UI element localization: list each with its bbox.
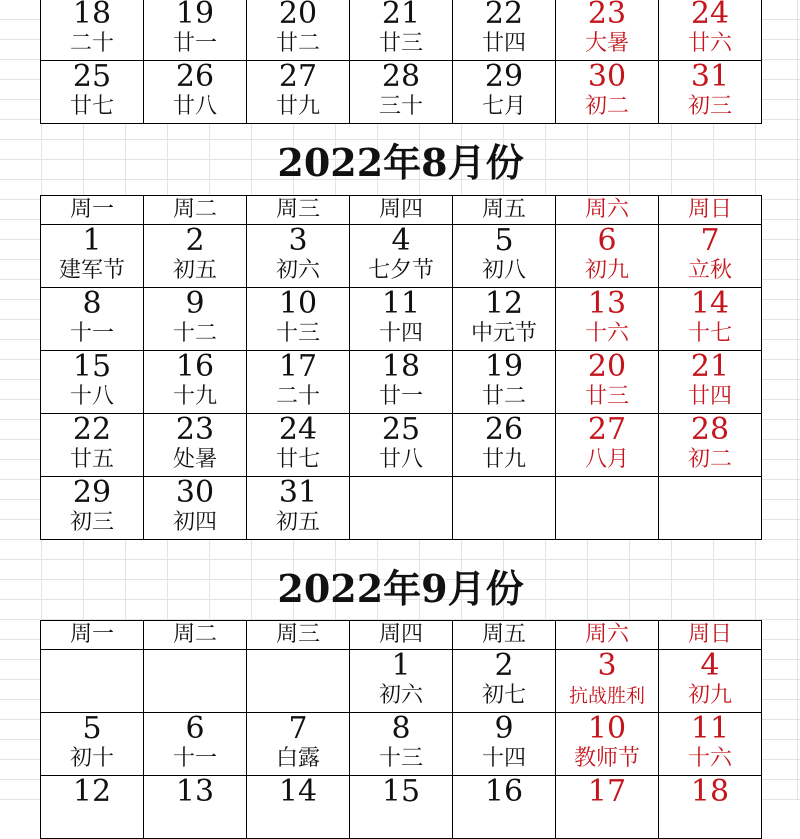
- august-week-row: [41, 225, 762, 288]
- day-cell[interactable]: [41, 414, 144, 477]
- day-cell[interactable]: [453, 776, 556, 839]
- august-calendar-table: [40, 195, 762, 540]
- day-cell[interactable]: [453, 713, 556, 776]
- day-cell[interactable]: [453, 650, 556, 713]
- day-number: 2: [494, 649, 514, 683]
- lunar-label: 十一: [172, 746, 217, 771]
- lunar-label: 廿二: [481, 384, 526, 409]
- day-number: 18: [72, 0, 112, 31]
- day-number: 15: [72, 350, 112, 384]
- day-number: 16: [484, 775, 524, 809]
- day-number: 3: [288, 224, 308, 258]
- day-cell[interactable]: [659, 477, 762, 540]
- lunar-label: 十八: [69, 384, 114, 409]
- lunar-label: 廿五: [69, 447, 114, 472]
- lunar-label: 十四: [481, 746, 526, 771]
- day-number: 11: [381, 287, 421, 321]
- day-number: 30: [587, 60, 627, 94]
- day-cell[interactable]: [659, 713, 762, 776]
- day-number: 29: [72, 476, 112, 510]
- lunar-label: 中元节: [470, 321, 537, 346]
- day-number: 10: [587, 712, 627, 746]
- day-cell[interactable]: [247, 351, 350, 414]
- weekday-label: 周四: [350, 621, 453, 650]
- day-number: 28: [381, 60, 421, 94]
- day-cell[interactable]: [41, 713, 144, 776]
- day-cell[interactable]: [453, 225, 556, 288]
- day-cell[interactable]: [350, 61, 453, 124]
- weekday-label: 周日: [659, 196, 762, 225]
- day-number: 17: [587, 775, 627, 809]
- day-cell[interactable]: [144, 288, 247, 351]
- day-number: 24: [278, 413, 318, 447]
- day-number: 14: [690, 287, 730, 321]
- weekday-label: 周五: [453, 196, 556, 225]
- lunar-label: 廿三: [378, 31, 423, 56]
- day-number: 1: [82, 224, 102, 258]
- weekday-label: 周六: [556, 621, 659, 650]
- day-cell[interactable]: [556, 225, 659, 288]
- day-number: 23: [175, 413, 215, 447]
- lunar-label: 廿八: [172, 94, 217, 119]
- day-number: 14: [278, 775, 318, 809]
- july-week-row: [41, 61, 762, 124]
- weekday-label: 周三: [247, 621, 350, 650]
- day-number: 16: [175, 350, 215, 384]
- day-number: 5: [494, 224, 514, 258]
- day-number: 19: [484, 350, 524, 384]
- weekday-label: 周日: [659, 621, 762, 650]
- day-number: 6: [597, 224, 617, 258]
- day-number: 21: [381, 0, 421, 31]
- september-title: 2022年9月份: [277, 566, 524, 611]
- day-cell[interactable]: [41, 288, 144, 351]
- day-cell[interactable]: [659, 225, 762, 288]
- day-cell[interactable]: [41, 225, 144, 288]
- day-number: 12: [484, 287, 524, 321]
- day-number: 27: [587, 413, 627, 447]
- day-cell[interactable]: [453, 351, 556, 414]
- august-week-row: [41, 288, 762, 351]
- lunar-label: 建军节: [58, 258, 125, 283]
- lunar-label: 廿六: [687, 31, 732, 56]
- august-weekday-header: [41, 196, 762, 225]
- day-cell[interactable]: [350, 713, 453, 776]
- weekday-label: 周二: [144, 196, 247, 225]
- lunar-label: 七夕节: [367, 258, 434, 283]
- lunar-label: 初七: [481, 683, 526, 708]
- day-cell[interactable]: [453, 61, 556, 124]
- day-number: 1: [391, 649, 411, 683]
- july-calendar-table: [40, 0, 762, 124]
- day-cell[interactable]: [247, 776, 350, 839]
- september-week-row: [41, 776, 762, 839]
- day-cell[interactable]: [247, 650, 350, 713]
- lunar-label: 初二: [687, 447, 732, 472]
- day-number: 29: [484, 60, 524, 94]
- day-cell[interactable]: [453, 414, 556, 477]
- lunar-label: 初九: [584, 258, 629, 283]
- day-number: 6: [185, 712, 205, 746]
- day-cell[interactable]: [41, 61, 144, 124]
- day-number: 25: [381, 413, 421, 447]
- day-cell[interactable]: [247, 713, 350, 776]
- lunar-label: 初三: [687, 94, 732, 119]
- lunar-label: 十三: [378, 746, 423, 771]
- day-cell[interactable]: [247, 288, 350, 351]
- lunar-label: 初十: [69, 746, 114, 771]
- lunar-label: 廿四: [687, 384, 732, 409]
- lunar-label: 二十: [69, 31, 114, 56]
- day-number: 13: [175, 775, 215, 809]
- day-number: 9: [494, 712, 514, 746]
- lunar-label: 抗战胜利: [568, 685, 645, 707]
- day-cell[interactable]: [247, 414, 350, 477]
- lunar-label: 三十: [378, 94, 423, 119]
- lunar-label: 十九: [172, 384, 217, 409]
- day-number: 4: [391, 224, 411, 258]
- day-number: 5: [82, 712, 102, 746]
- day-cell[interactable]: [556, 288, 659, 351]
- lunar-label: 初五: [172, 258, 217, 283]
- day-cell[interactable]: [41, 776, 144, 839]
- day-number: 15: [381, 775, 421, 809]
- day-number: 12: [72, 775, 112, 809]
- weekday-label: 周一: [41, 621, 144, 650]
- lunar-label: 教师节: [573, 746, 640, 771]
- day-cell[interactable]: [556, 61, 659, 124]
- september-week-row: [41, 650, 762, 713]
- lunar-label: 处暑: [172, 447, 217, 472]
- august-week-row: [41, 414, 762, 477]
- day-cell[interactable]: [659, 351, 762, 414]
- day-cell[interactable]: [659, 650, 762, 713]
- day-cell[interactable]: [41, 477, 144, 540]
- lunar-label: 十七: [687, 321, 732, 346]
- day-cell[interactable]: [556, 351, 659, 414]
- august-week-row: [41, 351, 762, 414]
- lunar-label: 初六: [378, 683, 423, 708]
- day-cell[interactable]: [659, 776, 762, 839]
- day-number: 30: [175, 476, 215, 510]
- lunar-label: 廿九: [481, 447, 526, 472]
- day-cell[interactable]: [144, 477, 247, 540]
- lunar-label: 廿三: [584, 384, 629, 409]
- day-cell[interactable]: [144, 650, 247, 713]
- day-number: 24: [690, 0, 730, 31]
- weekday-label: 周三: [247, 196, 350, 225]
- day-number: 10: [278, 287, 318, 321]
- day-cell[interactable]: [247, 61, 350, 124]
- day-cell[interactable]: [350, 351, 453, 414]
- day-cell[interactable]: [453, 0, 556, 61]
- day-cell[interactable]: [556, 776, 659, 839]
- day-number: 31: [278, 476, 318, 510]
- day-number: 8: [82, 287, 102, 321]
- day-cell[interactable]: [350, 225, 453, 288]
- lunar-label: 廿一: [172, 31, 217, 56]
- lunar-label: 大暑: [584, 31, 629, 56]
- day-number: 22: [484, 0, 524, 31]
- day-number: 4: [700, 649, 720, 683]
- day-cell[interactable]: [144, 713, 247, 776]
- lunar-label: 初六: [275, 258, 320, 283]
- lunar-label: 廿四: [481, 31, 526, 56]
- day-number: 13: [587, 287, 627, 321]
- day-number: 31: [690, 60, 730, 94]
- day-cell[interactable]: [144, 61, 247, 124]
- day-number: 21: [690, 350, 730, 384]
- lunar-label: 七月: [481, 94, 526, 119]
- day-cell[interactable]: [659, 414, 762, 477]
- day-number: 26: [175, 60, 215, 94]
- august-week-row: [41, 477, 762, 540]
- lunar-label: 廿七: [275, 447, 320, 472]
- day-cell[interactable]: [41, 0, 144, 61]
- day-cell[interactable]: [659, 288, 762, 351]
- lunar-label: 十六: [687, 746, 732, 771]
- day-cell[interactable]: [350, 0, 453, 61]
- lunar-label: 初五: [275, 510, 320, 535]
- day-cell[interactable]: [144, 414, 247, 477]
- lunar-label: 白露: [275, 746, 320, 771]
- lunar-label: 廿七: [69, 94, 114, 119]
- lunar-label: 十四: [378, 321, 423, 346]
- lunar-label: 十三: [275, 321, 320, 346]
- day-number: 11: [690, 712, 730, 746]
- day-number: 7: [288, 712, 308, 746]
- day-cell[interactable]: [556, 0, 659, 61]
- lunar-label: 廿二: [275, 31, 320, 56]
- lunar-label: 初四: [172, 510, 217, 535]
- day-cell[interactable]: [41, 351, 144, 414]
- day-cell[interactable]: [144, 776, 247, 839]
- day-cell[interactable]: [350, 288, 453, 351]
- day-number: 27: [278, 60, 318, 94]
- day-cell[interactable]: [659, 61, 762, 124]
- day-cell[interactable]: [556, 650, 659, 713]
- day-cell[interactable]: [247, 225, 350, 288]
- lunar-label: 十二: [172, 321, 217, 346]
- weekday-label: 周二: [144, 621, 247, 650]
- day-cell[interactable]: [556, 713, 659, 776]
- day-number: 7: [700, 224, 720, 258]
- day-cell[interactable]: [350, 776, 453, 839]
- day-number: 20: [278, 0, 318, 31]
- day-cell[interactable]: [453, 477, 556, 540]
- lunar-label: 八月: [584, 447, 629, 472]
- july-week-row: [41, 0, 762, 61]
- day-number: 25: [72, 60, 112, 94]
- lunar-label: 十一: [69, 321, 114, 346]
- day-cell[interactable]: [350, 650, 453, 713]
- lunar-label: 立秋: [687, 258, 732, 283]
- lunar-label: 十六: [584, 321, 629, 346]
- day-number: 9: [185, 287, 205, 321]
- day-cell[interactable]: [247, 0, 350, 61]
- day-number: 3: [597, 649, 617, 683]
- day-number: 19: [175, 0, 215, 31]
- september-weekday-header: [41, 621, 762, 650]
- day-number: 23: [587, 0, 627, 31]
- weekday-label: 周五: [453, 621, 556, 650]
- lunar-label: 廿一: [378, 384, 423, 409]
- day-number: 8: [391, 712, 411, 746]
- day-cell[interactable]: [144, 351, 247, 414]
- day-cell[interactable]: [350, 477, 453, 540]
- lunar-label: 初二: [584, 94, 629, 119]
- day-number: 28: [690, 413, 730, 447]
- day-number: 2: [185, 224, 205, 258]
- day-number: 26: [484, 413, 524, 447]
- day-cell[interactable]: [144, 225, 247, 288]
- weekday-label: 周一: [41, 196, 144, 225]
- day-number: 18: [690, 775, 730, 809]
- day-number: 20: [587, 350, 627, 384]
- day-cell[interactable]: [556, 477, 659, 540]
- september-calendar-table: [40, 620, 762, 839]
- day-cell[interactable]: [453, 288, 556, 351]
- lunar-label: 初八: [481, 258, 526, 283]
- day-number: 22: [72, 413, 112, 447]
- day-number: 17: [278, 350, 318, 384]
- lunar-label: 廿九: [275, 94, 320, 119]
- weekday-label: 周四: [350, 196, 453, 225]
- weekday-label: 周六: [556, 196, 659, 225]
- september-week-row: [41, 713, 762, 776]
- august-title: 2022年8月份: [277, 140, 524, 185]
- day-cell[interactable]: [144, 0, 247, 61]
- lunar-label: 二十: [275, 384, 320, 409]
- day-number: 18: [381, 350, 421, 384]
- lunar-label: 廿八: [378, 447, 423, 472]
- lunar-label: 初九: [687, 683, 732, 708]
- day-cell[interactable]: [659, 0, 762, 61]
- day-cell[interactable]: [247, 477, 350, 540]
- day-cell[interactable]: [41, 650, 144, 713]
- day-cell[interactable]: [350, 414, 453, 477]
- lunar-label: 初三: [69, 510, 114, 535]
- day-cell[interactable]: [556, 414, 659, 477]
